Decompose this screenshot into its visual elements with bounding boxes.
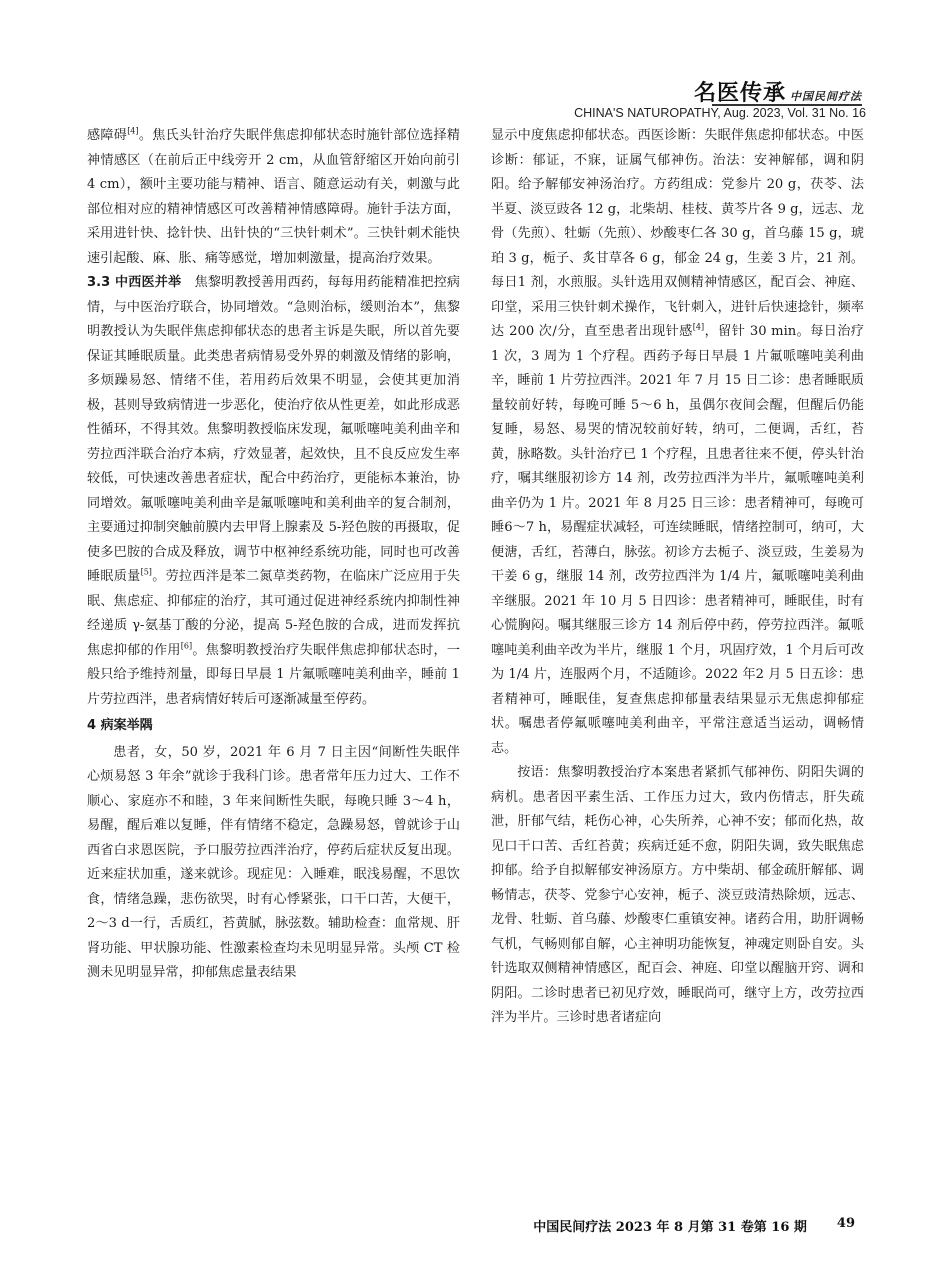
paragraph: 显示中度焦虑抑郁状态。西医诊断：失眠伴焦虑抑郁状态。中医诊断：郁证，不寐，证属气郁神伤。治法：安神解郁，调和阴阳。给予解郁安神汤治疗。方药组成：党参片 20 g，茯苓、法半夏、淡豆豉各 12 g，北柴胡、桂枝、黄芩片各 9 g，远志、龙骨（先煎）、牡蛎（先煎）、炒酸枣仁各 30 g，首乌藤 15 g，琥珀 3 g，栀子、炙甘草各 6 g，郁金 24 g，生姜 3 片，21 剂。每日1 剂，水煎服。头针选用双侧精神情感区，配百会、神庭、印堂，采用三快针刺术操作，飞针刺入，进针后快速捻针，频率达 200 次/分，直至患者出现针感[4]，留针 30 min。每日治疗 1 次，3 周为 1 个疗程。西药予每日早晨 1 片氟哌噻吨美利曲辛，睡前 1 片劳拉西泮。2021 年 7 月 15 日二诊：患者睡眠质量较前好转，每晚可睡 5～6 h，虽偶尔夜间会醒，但醒后仍能复睡，易怒、易哭的情况较前好转，纳可，二便调，舌红，苔黄，脉略数。头针治疗已 1 个疗程，且患者往来不便，停头针治疗，嘱其继服初诊方 14 剂，改劳拉西泮为半片，氟哌噻吨美利曲辛仍为 1 片。2021 年 8 月25 日三诊：患者精神可，每晚可睡6～7 h，易醒症状减轻，可连续睡眠，情绪控制可，纳可，大便溏，舌红，苔薄白，脉弦。初诊方去栀子、淡豆豉，生姜易为干姜 6 g，继服 14 剂，改劳拉西泮为 1/4 片，氟哌噻吨美利曲辛继服。2021 年 10 月 5 日四诊：患者精神可，睡眠佳，时有心慌胸闷。嘱其继服三诊方 14 剂后停中药，停劳拉西泮。氟哌噻吨美利曲辛改为半片，继服 1 个月，巩固疗效，1 个月后可改为 1/4 片，连服两个月，不适随诊。2022 年2 月 5 日五诊：患者精神可，睡眠佳，复查焦虑抑郁量表结果显示无焦虑抑郁症状。嘱患者停氟哌噻吨美利曲辛，平常注意适当运动，调畅情志。	[491, 128, 864, 756]
citation[interactable]: [4]	[692, 322, 705, 332]
right-column	[491, 124, 864, 1031]
page-number: 49	[836, 1216, 855, 1231]
column-brand-title: 名医传承	[693, 81, 786, 106]
left-column	[87, 124, 460, 986]
footer-journal-issue: 中国民间疗法 2023 年 8 月第 31 卷第 16 期	[533, 1220, 807, 1235]
page-footer	[533, 1216, 855, 1235]
journal-chinese-name: 中国民间疗法	[790, 90, 862, 103]
subsection-heading: 3.3 中西医并举	[87, 275, 182, 290]
section-heading: 4 病案举隅	[87, 718, 153, 733]
journal-citation-line: CHINA'S NATUROPATHY, Aug. 2023, Vol. 31 No. 16	[574, 106, 866, 120]
paragraph: 感障碍[4]。焦氏头针治疗失眠伴焦虑抑郁状态时施针部位选择精神情感区（在前后正中线旁开 2 cm，从血管舒缩区开始向前引 4 cm），额叶主要功能与精神、语言、随意运动有关，刺激与此部位相对应的精神情感区可改善精神情感障碍。施针手法方面，采用进针快、捻针快、出针快的“三快针刺术”。三快针刺术能快速引起酸、麻、胀、痛等感觉，增加刺激量，提高治疗效果。	[87, 126, 461, 266]
citation[interactable]: [6]	[180, 641, 193, 651]
commentary-paragraph: 按语：焦黎明教授治疗本案患者紧抓气郁神伤、阴阳失调的病机。患者因平素生活、工作压力过大，致内伤情志，肝失疏泄，肝郁气结，耗伤心神，心失所养，心神不安；郁而化热，故见口干口苦、舌红苔黄；疾病迁延不愈，阴阳失调，致失眠焦虑抑郁。给予自拟解郁安神汤原方。方中柴胡、郁金疏肝解郁、调畅情志，茯苓、党参宁心安神，栀子、淡豆豉清热除烦，远志、龙骨、牡蛎、首乌藤、炒酸枣仁重镇安神。诸药合用，助肝调畅气机，气畅则郁自解，心主神明功能恢复，神魂定则卧自安。头针选取双侧精神情感区，配百会、神庭、印堂以醒脑开窍、调和阴阳。二诊时患者已初见疗效，睡眠尚可，继守上方，改劳拉西泮为半片。三诊时患者诸症向	[491, 765, 864, 1025]
citation[interactable]: [4]	[127, 126, 139, 136]
case-paragraph: 患者，女，50 岁，2021 年 6 月 7 日主因“间断性失眠伴心烦易怒 3 年余”就诊于我科门诊。患者常年压力过大、工作不顺心、家庭亦不和睦，3 年来间断性失眠，每晚只睡 3～4 h，易醒，醒后难以复睡，伴有情绪不稳定，急躁易怒，曾就诊于山西省白求恩医院，予口服劳拉西泮治疗，停药后症状反复出现。近来症状加重，遂来就诊。现症见：入睡难，眠浅易醒，不思饮食，情绪急躁，悲伤欲哭，时有心悸紧张，口干口苦，大便干，2～3 d一行，舌质红，苔黄腻，脉弦数。辅助检查：血常规、肝肾功能、甲状腺功能、性激素检查均未见明显异常。头颅 CT 检测未见明显异常，抑郁焦虑量表结果	[87, 744, 460, 980]
section-3-3: 3.3 中西医并举 焦黎明教授善用西药，每每用药能精准把控病情，与中医治疗联合，协同增效。“急则治标，缓则治本”，焦黎明教授认为失眠伴焦虑抑郁状态的患者主诉是失眠，所以首先要保证其睡眠质量。此类患者病情易受外界的刺激及情绪的影响，多烦躁易怒、情绪不佳，若用药后效果不明显，会使其更加消极，甚则导致病情进一步恶化，使治疗依从性更差，如此形成恶性循环，不得其效。焦黎明教授临床发现，氟哌噻吨美利曲辛和劳拉西泮联合治疗本病，疗效显著，起效快，且不良反应发生率较低，可快速改善患者症状，配合中药治疗，更能标本兼治，协同增效。氟哌噻吨美利曲辛是氟哌噻吨和美利曲辛的复合制剂，主要通过抑制突触前膜内去甲肾上腺素及 5-羟色胺的再摄取，促使多巴胺的合成及释放，调节中枢神经系统功能，同时也可改善睡眠质量[5]。劳拉西泮是苯二氮草类药物，在临床广泛应用于失眠、焦虑症、抑郁症的治疗，其可通过促进神经系统内抑制性神经递质 γ-氨基丁酸的分泌，提高 5-羟色胺的合成，进而发挥抗焦虑抑郁的作用[6]。焦黎明教授治疗失眠伴焦虑抑郁状态时，一般只给予维持剂量，即每日早晨 1 片氟哌噻吨美利曲辛，睡前 1 片劳拉西泮，患者病情好转后可逐渐减量至停药。	[87, 275, 461, 707]
citation[interactable]: [5]	[140, 567, 152, 577]
journal-brand	[694, 76, 862, 104]
